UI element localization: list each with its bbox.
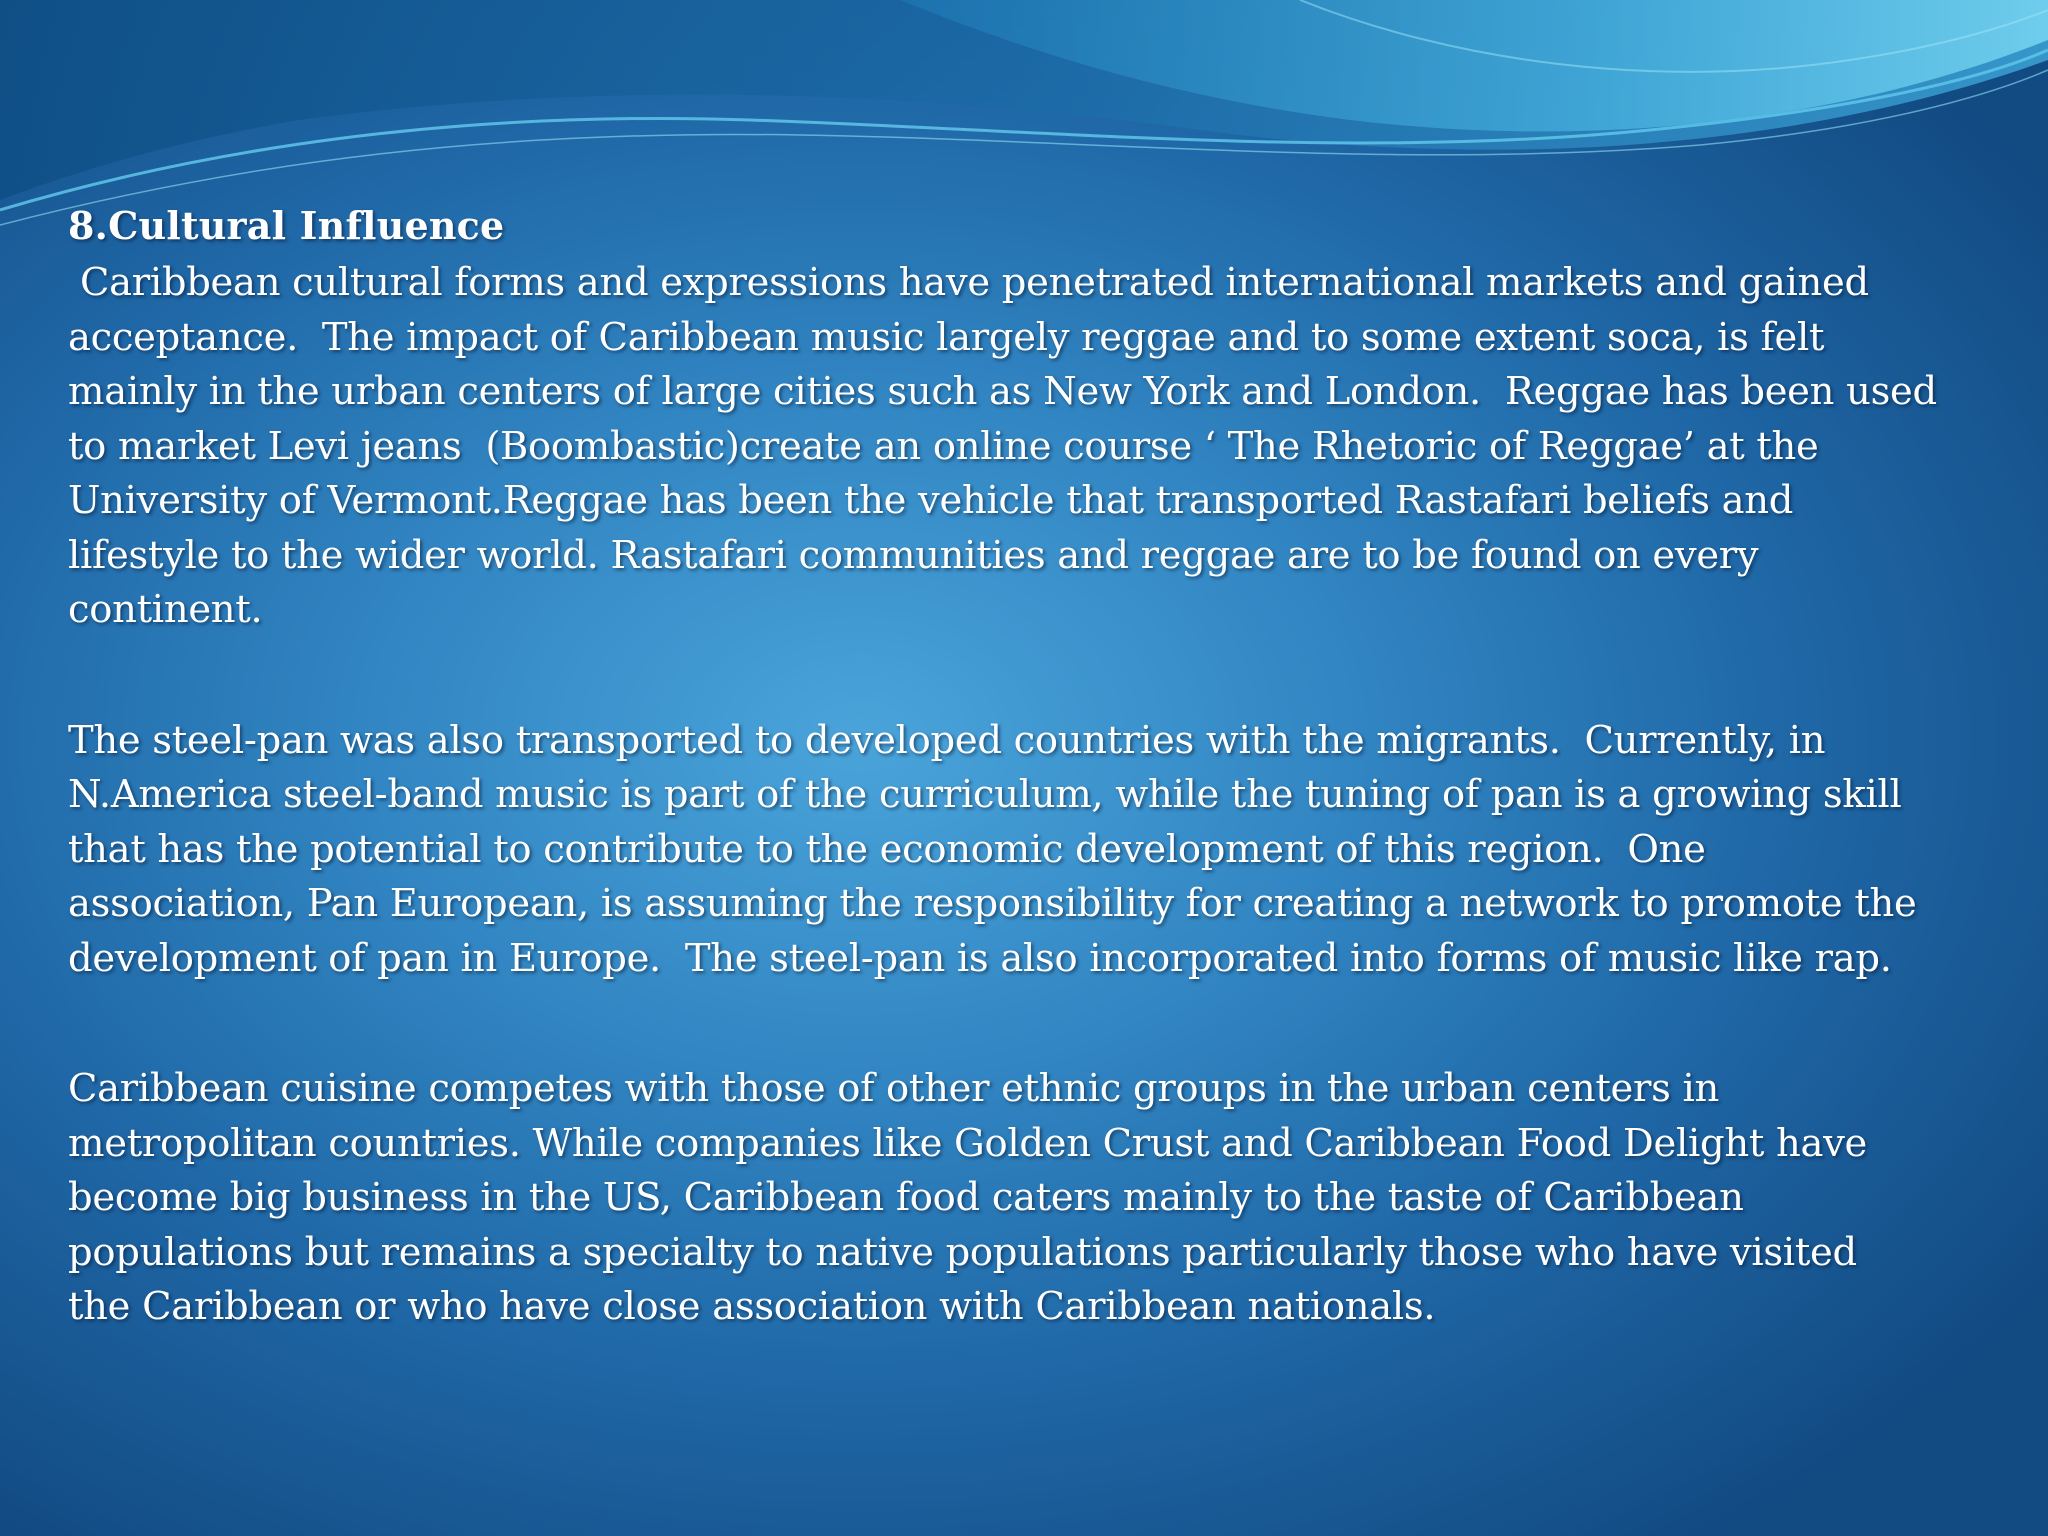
slide-heading: 8.Cultural Influence: [68, 203, 505, 248]
slide-content: [68, 196, 1968, 1335]
text-line: continent.: [68, 587, 263, 632]
paragraph-steel-pan: [68, 714, 1968, 987]
text-line: The steel-pan was also transported to developed countries with the migrants. Currently, in: [68, 717, 1826, 763]
text-line: the Caribbean or who have close association with Caribbean nationals.: [68, 1284, 1436, 1329]
paragraph-gap: [68, 638, 1968, 714]
text-line: N.America steel-band music is part of the curriculum, while the tuning of pan is a growing skill: [68, 772, 1902, 817]
text-line: become big business in the US, Caribbean food caters mainly to the taste of Caribbean: [68, 1175, 1744, 1220]
text-line: metropolitan countries. While companies like Golden Crust and Caribbean Food Delight have: [68, 1120, 1868, 1166]
text-line: lifestyle to the wider world. Rastafari communities and reggae are to be found on every: [68, 532, 1759, 578]
paragraph-music: [68, 256, 1968, 638]
text-line: development of pan in Europe. The steel-pan is also incorporated into forms of music like rap.: [68, 935, 1892, 981]
text-line: that has the potential to contribute to the economic development of this region. One: [68, 826, 1706, 872]
paragraph-cuisine: [68, 1062, 1968, 1335]
text-line: Caribbean cuisine competes with those of other ethnic groups in the urban centers in: [68, 1066, 1720, 1111]
text-line: association, Pan European, is assuming the responsibility for creating a network to promote the: [68, 881, 1917, 926]
paragraph-gap: [68, 986, 1968, 1062]
text-line: populations but remains a specialty to native populations particularly those who have visited: [68, 1229, 1857, 1275]
text-line: University of Vermont.Reggae has been the vehicle that transported Rastafari beliefs and: [68, 478, 1794, 523]
text-line: to market Levi jeans (Boombastic)create an online course ‘ The Rhetoric of Reggae’ at the: [68, 423, 1819, 469]
text-line: Caribbean cultural forms and expressions have penetrated international markets and gained: [68, 260, 1869, 305]
text-line: mainly in the urban centers of large cities such as New York and London. Reggae has been used: [68, 369, 1937, 414]
text-line: acceptance. The impact of Caribbean music largely reggae and to some extent soca, is felt: [68, 314, 1825, 360]
